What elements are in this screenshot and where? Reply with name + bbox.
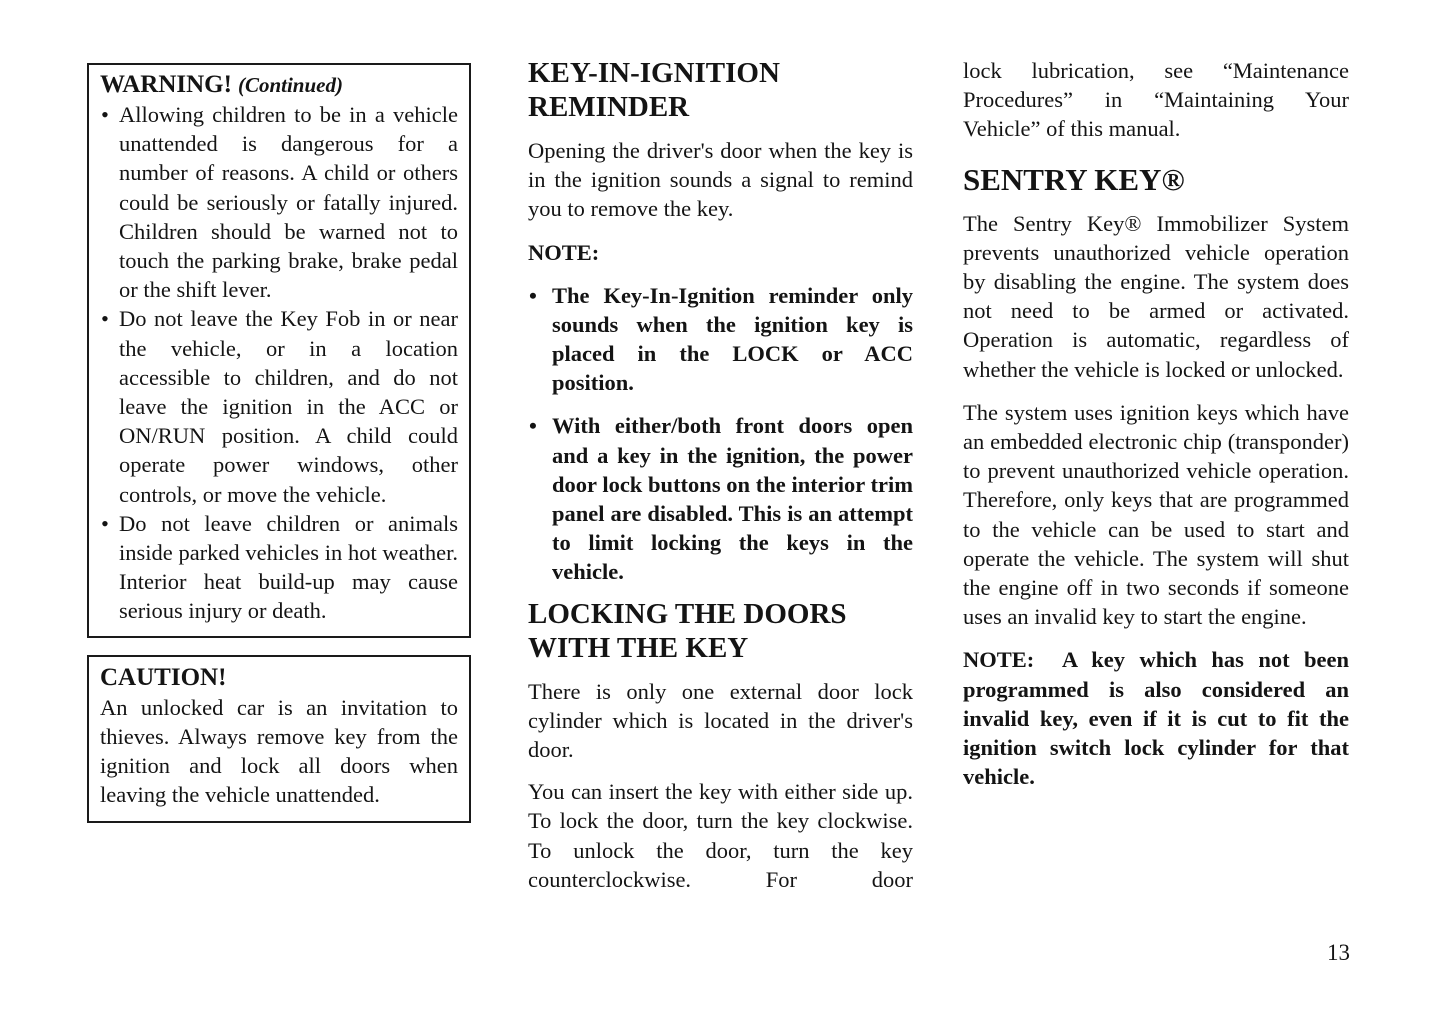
- sentry-key-heading: SENTRY KEY®: [963, 161, 1185, 197]
- middle-column: [528, 56, 913, 894]
- caution-text: An unlocked car is an invitation to thieves. Always remove key from the ignition and lock all doors when leaving the vehicle unattended.: [100, 694, 458, 808]
- warning-box: [87, 63, 471, 638]
- locking-continuation: lock lubrication, see “Maintenance Procedures” in “Maintaining Your Vehicle” of this manual.: [963, 58, 1349, 142]
- left-column: [87, 56, 471, 823]
- locking-heading-line2: WITH THE KEY: [528, 631, 749, 664]
- warning-list: [100, 100, 458, 626]
- right-column: [963, 56, 1355, 791]
- locking-heading-line1: LOCKING THE DOORS: [528, 597, 847, 630]
- warning-item: • Allowing children to be in a vehicle unattended is dangerous for a number of reasons. A child or others could be seriously or fatally injured. Children should be warned not to touch the parking brake, brake pedal or the shift lever.: [100, 100, 458, 304]
- note-item: • The Key-In-Ignition reminder only sounds when the ignition key is placed in the LOCK or ACC position.: [528, 281, 913, 398]
- sentry-paragraph-2: The system uses ignition keys which have an embedded electronic chip (transponder) to prevent unauthorized vehicle operation. Therefore, only keys that are programmed to the vehicle can be used to start and operate the vehicle. The system will shut the engine off in two seconds if someone uses an invalid key to start the engine.: [963, 399, 1349, 630]
- warning-title: [100, 70, 458, 100]
- sentry-note: NOTE: A key which has not been programmed is also considered an invalid key, even if it is cut to fit the ignition switch lock cylinder for that vehicle.: [963, 647, 1355, 790]
- key-reminder-note-list: [528, 281, 913, 587]
- locking-paragraph-1: There is only one external door lock cylinder which is located in the driver's door.: [528, 678, 913, 763]
- note-item: • With either/both front doors open and a key in the ignition, the power door lock buttons on the interior trim panel are disabled. This is an attempt to limit locking the keys in the vehicle.: [528, 411, 913, 586]
- key-reminder-heading-line1: KEY-IN-IGNITION: [528, 57, 780, 89]
- key-reminder-paragraph: Opening the driver's door when the key is in the ignition sounds a signal to remind you to remove the key.: [528, 138, 913, 222]
- warning-label: WARNING!: [100, 71, 232, 98]
- key-reminder-heading-line2: REMINDER: [528, 91, 690, 123]
- caution-box: [87, 655, 471, 824]
- key-reminder-heading: [528, 56, 913, 124]
- warning-item: • Do not leave the Key Fob in or near the vehicle, or in a location accessible to children, and do not leave the ignition in the ACC or ON/RUN position. A child could operate power windows, other controls, or move the vehicle.: [100, 304, 458, 508]
- warning-continued: (Continued): [237, 73, 343, 97]
- key-reminder-note-label: NOTE:: [528, 239, 600, 265]
- warning-item: • Do not leave children or animals inside parked vehicles in hot weather. Interior heat build-up may cause serious injury or death.: [100, 509, 458, 626]
- sentry-paragraph-1: The Sentry Key® Immobilizer System prevents unauthorized vehicle operation by disabling the engine. The system does not need to be armed or activated. Operation is automatic, regardless of whether the vehicle is locked or unlocked.: [963, 210, 1349, 382]
- locking-heading: [528, 597, 913, 665]
- page-number: 13: [1327, 940, 1350, 965]
- caution-title: CAUTION!: [100, 663, 227, 691]
- locking-paragraph-2: You can insert the key with either side up. To lock the door, turn the key clockwise. To unlock the door, turn the key counterclockwise. For door: [528, 779, 913, 892]
